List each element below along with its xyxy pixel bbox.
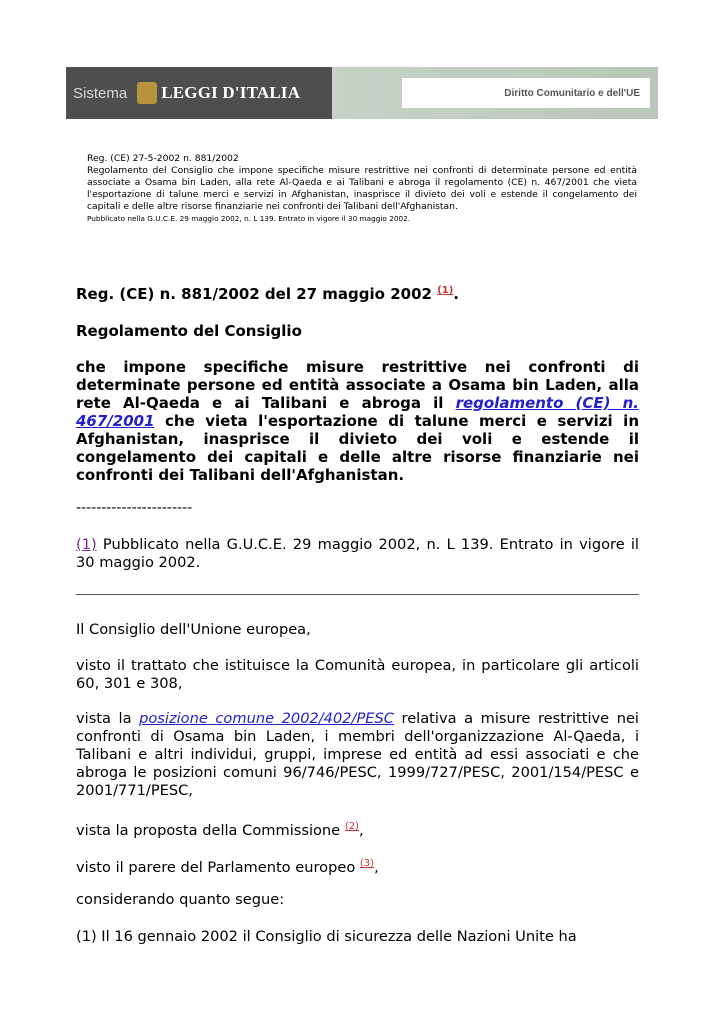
banner-brand-area [66, 67, 332, 119]
banner-section-panel [402, 78, 650, 108]
body-paragraph-treaty: visto il trattato che istituisce la Comunità europea, in particolare gli articoli 60, 301 e 308, [76, 657, 639, 692]
footnote-link-2[interactable]: (2) [344, 821, 359, 832]
common-position-link[interactable]: posizione comune 2002/402/PESC [139, 710, 394, 727]
desc-before: che impone specifiche misure restrittive nei confronti di determinate persone ed entità associate a Osama bin Laden, alla rete Al-Qaeda e ai Talibani e abroga il [76, 358, 639, 412]
header-summary: Regolamento del Consiglio che impone specifiche misure restrittive nei confronti di determinate persone ed entità associate a Osama bin Laden, alla rete Al-Qaeda e ai Talibani e abroga il regolamento (CE) n. 467/2001 che vieta l'esportazione di talune merci e servizi in Afghanistan, inasprisce il divieto dei voli e estende il congelamento dei capitali e delle altre risorse finanziarie nei confronti dei Talibani dell'Afghanistan. [87, 165, 637, 212]
footnote-1 [76, 536, 639, 572]
header-published: Pubblicato nella G.U.C.E. 29 maggio 2002, n. L 139. Entrato in vigore il 30 maggio 2002. [87, 214, 411, 223]
document-subtitle: Regolamento del Consiglio [76, 322, 302, 340]
footnote-link-1[interactable]: (1) [437, 285, 454, 296]
section-divider [76, 594, 639, 595]
banner-section-area [332, 67, 658, 119]
document-description [76, 358, 639, 484]
p5-text: visto il parere del Parlamento europeo [76, 859, 360, 876]
body-paragraph-common-position [76, 710, 639, 800]
p3-after: relativa a misure restrittive nei confronti di Osama bin Laden, i membri dell'organizzazione Al-Qaeda, i Talibani e altri individui, gruppi, imprese ed entità ad essi associati e che abroga le posizioni comuni 96/746/PESC, 1999/727/PESC, 2001/154/PESC e 2001/771/PESC, [76, 710, 639, 799]
footnote-1-backlink[interactable]: (1) [76, 536, 97, 553]
body-paragraph-council: Il Consiglio dell'Unione europea, [76, 621, 311, 638]
title-end: . [453, 285, 459, 303]
p5-end: , [374, 859, 379, 876]
body-paragraph-considering: considerando quanto segue: [76, 891, 285, 908]
banner-section-label: Diritto Comunitario e dell'UE [504, 87, 640, 99]
document-title [76, 285, 639, 303]
footnote-link-3[interactable]: (3) [359, 858, 375, 869]
lion-logo-icon [137, 82, 157, 104]
site-banner [66, 67, 658, 119]
footnote-separator: ----------------------- [76, 500, 193, 516]
p3-before: vista la [76, 710, 140, 727]
desc-after: che vieta l'esportazione di talune merci e servizi in Afghanistan, inasprisce il divieto dei voli e estende il congelamento dei capitali e delle altre risorse finanziarie nei confronti dei Talibani dell'Afghanistan. [76, 412, 639, 484]
p4-end: , [358, 822, 364, 839]
title-text: Reg. (CE) n. 881/2002 del 27 maggio 2002 [76, 285, 432, 303]
document-header [87, 153, 637, 225]
p4-text: vista la proposta della Commissione [76, 822, 345, 839]
body-paragraph-commission [76, 818, 639, 840]
header-reference: Reg. (CE) 27-5-2002 n. 881/2002 [87, 153, 239, 164]
body-paragraph-parliament [76, 855, 639, 877]
body-paragraph-recital-1: (1) Il 16 gennaio 2002 il Consiglio di sicurezza delle Nazioni Unite ha [76, 928, 577, 945]
footnote-1-text: Pubblicato nella G.U.C.E. 29 maggio 2002, n. L 139. Entrato in vigore il 30 maggio 2002. [76, 536, 639, 571]
banner-sistema-label: Sistema [73, 84, 128, 102]
regulation-467-2001-link[interactable]: regolamento (CE) n. 467/2001 [76, 394, 640, 430]
banner-brand-name: LEGGI D'ITALIA [161, 83, 301, 102]
